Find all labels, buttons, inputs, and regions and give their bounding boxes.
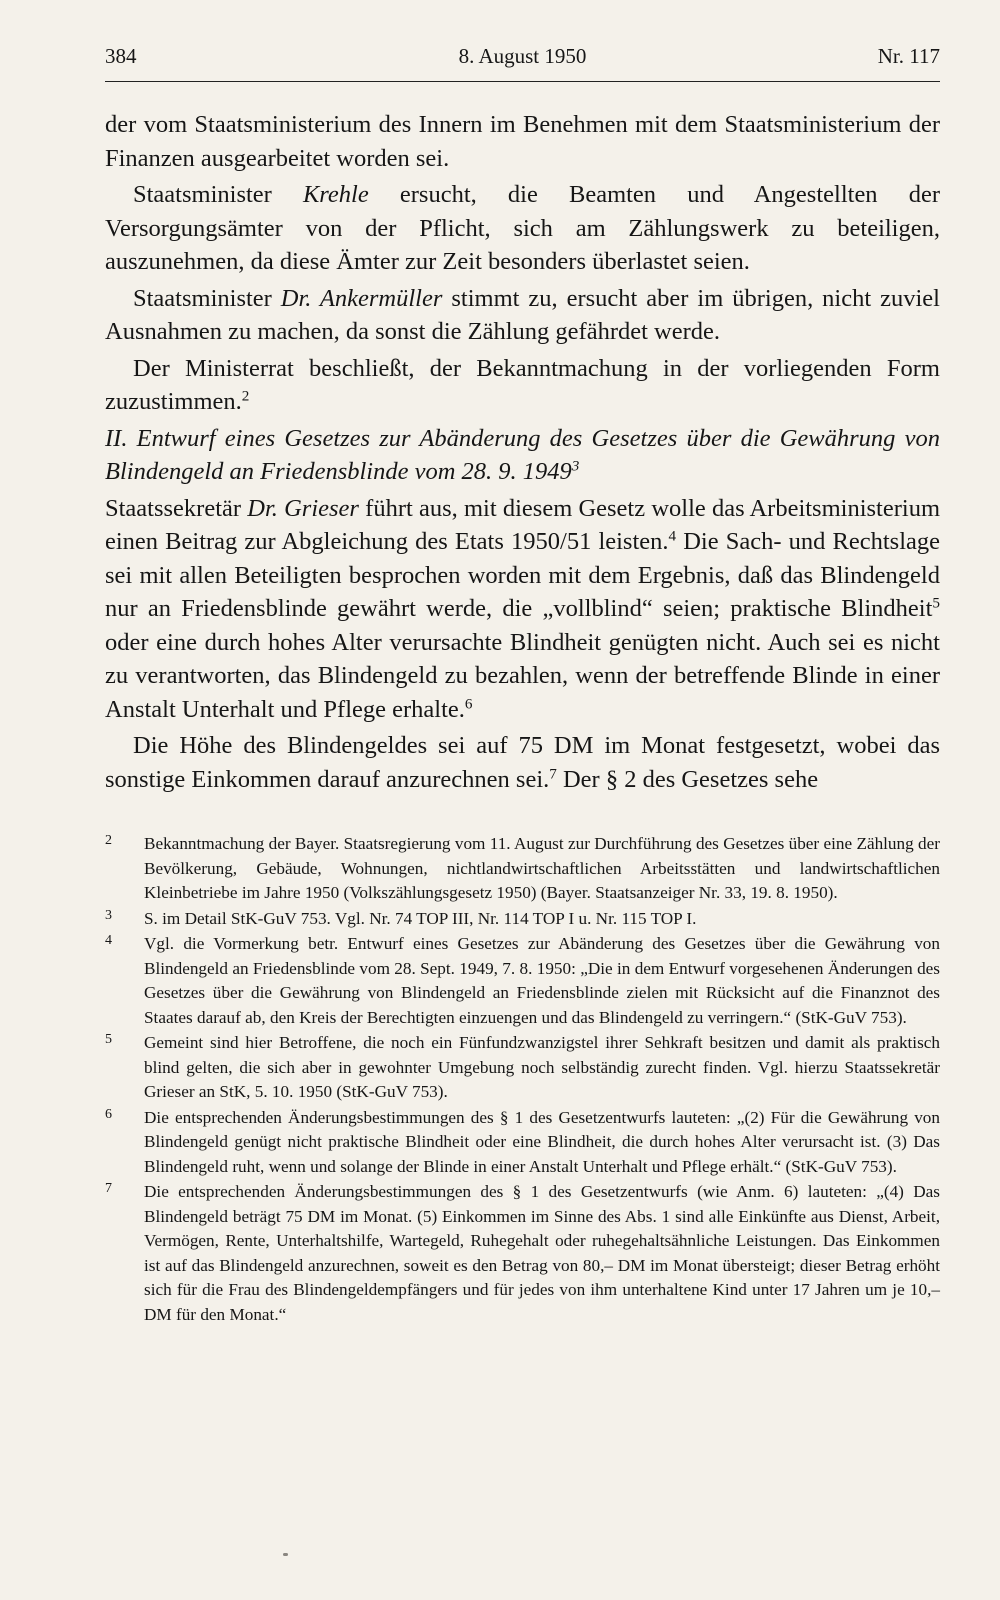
footnote-text: Bekanntmachung der Bayer. Staatsregierung vom 11. August zur Durchführung des Gesetzes über eine Zählung der Bevölkerung, Gebäude, Wohnungen, nichtlandwirtschaftlichen Arbeitsstätten und landwirtschaftlichen Kleinbetriebe im Jahre 1950 (Volkszählungsgesetz 1950) (Bayer. Staatsanzeiger Nr. 33, 19. 8. 1950). [144, 834, 940, 902]
page-number: 384 [105, 44, 137, 68]
header-date: 8. August 1950 [458, 44, 587, 68]
footnote-reference[interactable]: 6 [464, 695, 473, 713]
footnote-marker: 2 [105, 833, 112, 848]
footnote [105, 907, 940, 932]
paragraph-text: Staatssekretär [105, 494, 248, 522]
paragraph-text: stimmt zu, ersucht aber im übrigen, nicht zuviel Ausnahmen zu machen, da sonst die Zählung gefährdet werde. [105, 284, 940, 345]
paragraph-resolution [105, 352, 940, 419]
footnote-marker: 5 [105, 1032, 112, 1047]
footnote [105, 832, 940, 906]
running-header [105, 44, 940, 74]
paragraph-amount [105, 729, 940, 796]
footnote [105, 1106, 940, 1180]
footnote-marker: 6 [105, 1106, 112, 1122]
footnote-reference[interactable]: 5 [932, 594, 940, 612]
paragraph-ankermueller [105, 282, 940, 349]
footnotes [105, 832, 940, 1328]
speaker-name: Dr. Grieser [247, 494, 359, 522]
footnote [105, 1180, 940, 1327]
main-text [105, 108, 940, 799]
paragraph-text: Der Ministerrat beschließt, der Bekanntmachung in der vorliegenden Form zuzustimmen. [105, 354, 940, 415]
paragraph-text: führt aus, mit diesem Gesetz wolle das Arbeitsministerium einen Beitrag zur Abgleichung des Etats 1950/51 leisten. [105, 494, 940, 555]
paragraph-text: Der § 2 des Gesetzes sehe [556, 765, 819, 793]
footnote-text: Vgl. die Vormerkung betr. Entwurf eines Gesetzes zur Abänderung des Gesetzes über die Gewährung von Blindengeld an Friedensblinde vom 28. Sept. 1949, 7. 8. 1950: „Die in dem Entwurf vorgesehenen Änderungen des Gesetzes über die Gewährung von Blindengeld an Friedensblinde zielen mit Rücksicht auf die Finanznot des Staates darauf ab, den Kreis der Berechtigten einzuengen und das Blindengeld zu verringern.“ (StK-GuV 753). [144, 934, 940, 1027]
footnote-marker: 7 [105, 1181, 112, 1196]
agenda-heading [105, 422, 940, 489]
paragraph-text: oder eine durch hohes Alter verursachte Blindheit genügten nicht. Auch sei es nicht zu verantworten, das Blindengeld zu bezahlen, wenn der betreffende Blinde in einer Anstalt Unterhalt und Pflege erhalte. [105, 628, 940, 723]
paragraph-text: ersucht, die Beamten und Angestellten der Versorgungsämter von der Pflicht, sich am Zählungswerk zu beteiligen, auszunehmen, da diese Ämter zur Zeit besonders überlastet seien. [105, 181, 940, 275]
footnote [105, 1031, 940, 1105]
paragraph-krehle [105, 178, 940, 279]
paragraph-text: Staatsminister [133, 181, 303, 208]
paragraph-text: Die Höhe des Blindengeldes sei auf 75 DM im Monat festgesetzt, wobei das sonstige Einkommen darauf anzurechnen sei. [105, 732, 940, 793]
record-number: Nr. 117 [877, 44, 940, 68]
footnote-text: S. im Detail StK-GuV 753. Vgl. Nr. 74 TOP III, Nr. 114 TOP I u. Nr. 115 TOP I. [144, 908, 697, 928]
paragraph-text: Die Sach- und Rechtslage sei mit allen Beteiligten besprochen worden mit dem Ergebnis, daß das Blindengeld nur an Friedensblinde gewährt werde, die „vollblind“ seien; praktische Blindheit [105, 528, 940, 622]
footnote-text: Die entsprechenden Änderungsbestimmungen des § 1 des Gesetzentwurfs (wie Anm. 6) lauteten: „(4) Das Blindengeld beträgt 75 DM im Monat. (5) Einkommen im Sinne des Abs. 1 sind alle Einkünfte aus Dienst, Arbeit, Vermögen, Rente, Unterhaltshilfe, Wartegeld, Ruhegehalt oder ruhegehaltsähnliche Leistungen. Das Einkommen ist auf das Blindengeld anzurechnen, soweit es den Betrag von 80,– DM im Monat übersteigt; dieser Betrag erhöht sich für die Frau des Blindengeldempfängers und für jedes von ihm unterhaltene Kind unter 17 Jahren um je 10,– DM für den Monat.“ [144, 1182, 940, 1324]
heading-text: II. Entwurf eines Gesetzes zur Abänderung des Gesetzes über die Gewährung von Blindengeld an Friedensblinde vom 28. 9. 1949 [105, 424, 940, 485]
paragraph-continuation: der vom Staatsministerium des Innern im Benehmen mit dem Staatsministerium der Finanzen ausgearbeitet worden sei. [105, 111, 940, 172]
footnote-marker: 3 [105, 907, 112, 923]
footnote-reference[interactable]: 4 [668, 527, 677, 545]
paragraph-text: Staatsminister [133, 284, 281, 312]
footnote-marker: 4 [105, 933, 112, 948]
footnote-text: Die entsprechenden Änderungsbestimmungen des § 1 des Gesetzentwurfs lauteten: „(2) Für die Gewährung von Blindengeld genügt nicht praktische Blindheit oder eine Blindheit, die durch hohes Alter verursacht ist. (3) Das Blindengeld ruht, wenn und solange der Blinde in einer Anstalt Unterhalt und Pflege erhält.“ (StK-GuV 753). [144, 1107, 940, 1176]
speaker-name: Dr. Ankermüller [280, 284, 443, 312]
footnote [105, 932, 940, 1030]
footnote-text: Gemeint sind hier Betroffene, die noch ein Fünfundzwanzigstel ihrer Sehkraft besitzen und damit als praktisch blind gelten, die sich aber in gewohnter Umgebung noch selbständig zurecht finden. Vgl. hierzu Staatssekretär Grieser an StK, 5. 10. 1950 (StK-GuV 753). [144, 1033, 940, 1101]
paragraph-grieser [105, 492, 940, 727]
scan-speck [283, 1553, 288, 1556]
footnote-reference[interactable]: 2 [241, 387, 250, 405]
footnote-reference[interactable]: 7 [549, 765, 557, 783]
header-rule [105, 81, 940, 82]
footnote-reference[interactable]: 3 [571, 457, 580, 475]
speaker-name: Krehle [302, 181, 369, 208]
